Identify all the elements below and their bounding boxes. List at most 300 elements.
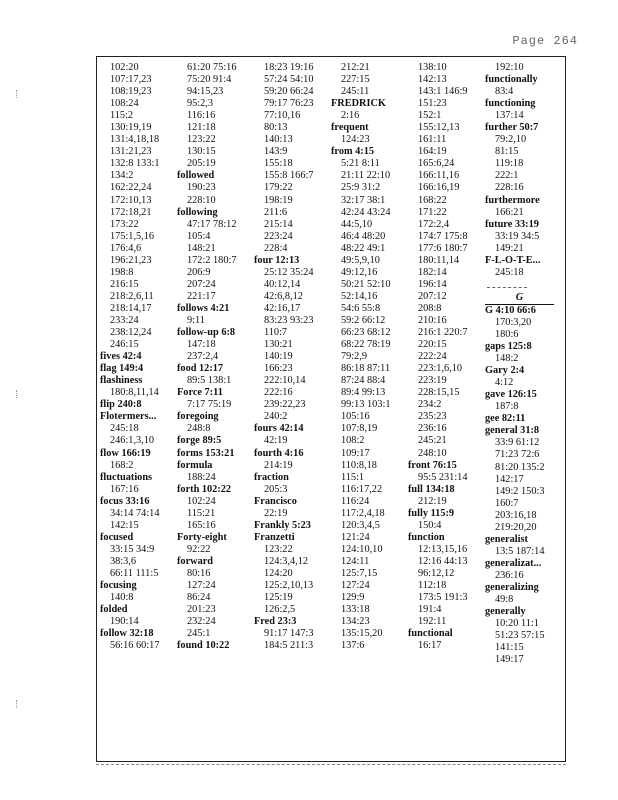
index-reference: 33:9 61:12 bbox=[495, 437, 540, 449]
index-reference: 170:3,20 bbox=[495, 316, 532, 328]
index-reference: 81:20 135:2 bbox=[495, 461, 545, 473]
index-term: further 50:7 bbox=[485, 122, 539, 134]
index-reference: 94:15,23 bbox=[187, 86, 224, 98]
index-term: flashiness bbox=[100, 375, 143, 387]
index-reference: 137:6 bbox=[341, 640, 365, 652]
index-term: gaps 125:8 bbox=[485, 341, 532, 353]
index-reference: 25:12 35:24 bbox=[264, 266, 314, 278]
index-reference: 173:5 191:3 bbox=[418, 592, 468, 604]
index-reference: 108:2 bbox=[341, 435, 365, 447]
index-reference: 131:4,18,18 bbox=[110, 134, 160, 146]
index-reference: 121:24 bbox=[341, 531, 370, 543]
index-term: gee 82:11 bbox=[485, 413, 526, 425]
index-reference: 107:17,23 bbox=[110, 74, 152, 86]
index-reference: 46:4 48:20 bbox=[341, 230, 386, 242]
index-reference: 171:22 bbox=[418, 206, 447, 218]
index-reference: 222:10,14 bbox=[264, 375, 306, 387]
index-reference: 16:17 bbox=[418, 640, 442, 652]
index-term: G 4:10 66:6 bbox=[485, 304, 536, 316]
index-reference: 207:24 bbox=[187, 278, 216, 290]
index-reference: 34:14 74:14 bbox=[110, 507, 160, 519]
index-reference: 109:17 bbox=[341, 447, 370, 459]
index-reference: 176:4,6 bbox=[110, 242, 142, 254]
index-reference: 212:21 bbox=[341, 62, 370, 73]
index-reference: 124:10,10 bbox=[341, 543, 383, 555]
index-reference: 124:11 bbox=[341, 555, 370, 567]
index-reference: 248:10 bbox=[418, 447, 447, 459]
index-reference: 57:24 54:10 bbox=[264, 74, 314, 86]
margin-mark bbox=[16, 390, 21, 398]
index-reference: 201:23 bbox=[187, 604, 216, 616]
index-reference: 142:13 bbox=[418, 74, 447, 86]
index-reference: 164:19 bbox=[418, 146, 447, 158]
index-term: generalist bbox=[485, 533, 528, 545]
index-reference: 180:6 bbox=[495, 328, 519, 340]
page-number: Page 264 bbox=[512, 34, 578, 48]
index-term: full 134:18 bbox=[408, 483, 455, 495]
index-reference: 233:24 bbox=[110, 314, 139, 326]
index-reference: 116:17,22 bbox=[341, 483, 383, 495]
index-reference: 149:17 bbox=[495, 654, 524, 666]
index-reference: 9:11 bbox=[187, 314, 205, 326]
index-reference: 238:12,24 bbox=[110, 327, 152, 339]
index-reference: 42:16,17 bbox=[264, 302, 301, 314]
index-term: Gary 2:4 bbox=[485, 365, 525, 377]
index-reference: 182:14 bbox=[418, 266, 447, 278]
index-reference: 42:24 43:24 bbox=[341, 206, 391, 218]
index-term: fourth 4:16 bbox=[254, 447, 304, 459]
index-reference: 245:11 bbox=[341, 86, 370, 98]
index-term: Flotermers... bbox=[100, 411, 157, 423]
index-reference: 56:16 60:17 bbox=[110, 640, 160, 652]
index-reference: 112:18 bbox=[418, 580, 447, 592]
index-reference: 168:22 bbox=[418, 194, 447, 206]
index-reference: 239:22,23 bbox=[264, 399, 306, 411]
index-term: fraction bbox=[254, 471, 289, 483]
index-reference: 130:15 bbox=[187, 146, 216, 158]
index-reference: 13:5 187:14 bbox=[495, 545, 545, 557]
index-reference: 116:16 bbox=[187, 110, 216, 122]
index-reference: 206:9 bbox=[187, 266, 211, 278]
index-column-5 bbox=[408, 62, 485, 666]
index-reference: 211:6 bbox=[264, 206, 288, 218]
index-reference: 10:20 11:1 bbox=[495, 618, 539, 630]
index-term: general 31:8 bbox=[485, 425, 540, 437]
index-reference: 80:13 bbox=[264, 122, 288, 134]
index-term: follows 4:21 bbox=[177, 302, 230, 314]
index-reference: 48:22 49:1 bbox=[341, 242, 386, 254]
index-term: Fred 23:3 bbox=[254, 616, 297, 628]
index-reference: 150:4 bbox=[418, 519, 442, 531]
index-term: frequent bbox=[331, 122, 369, 134]
index-reference: 190:23 bbox=[187, 182, 216, 194]
index-reference: 59:20 66:24 bbox=[264, 86, 314, 98]
index-reference: 162:22,24 bbox=[110, 182, 152, 194]
index-reference: 198:8 bbox=[110, 266, 134, 278]
index-term: flow 166:19 bbox=[100, 447, 151, 459]
index-reference: 222:24 bbox=[418, 351, 447, 363]
index-reference: 212:19 bbox=[418, 495, 447, 507]
index-reference: 71:23 72:6 bbox=[495, 449, 540, 461]
index-reference: 138:10 bbox=[418, 62, 447, 73]
index-reference: 149:21 bbox=[495, 242, 524, 254]
index-reference: 132:8 133:1 bbox=[110, 158, 160, 170]
index-reference: 207:12 bbox=[418, 290, 447, 302]
index-term: future 33:19 bbox=[485, 218, 539, 230]
index-reference: 68:22 78:19 bbox=[341, 339, 391, 351]
index-reference: 235:23 bbox=[418, 411, 447, 423]
index-term: flip 240:8 bbox=[100, 399, 142, 411]
index-reference: 140:13 bbox=[264, 134, 293, 146]
index-reference: 180:8,11,14 bbox=[110, 387, 159, 399]
index-reference: 124:20 bbox=[264, 567, 293, 579]
index-reference: 173:22 bbox=[110, 218, 139, 230]
index-term: from 4:15 bbox=[331, 146, 374, 158]
index-term: Forty-eight bbox=[177, 531, 227, 543]
index-reference: 102:24 bbox=[187, 495, 216, 507]
index-reference: 75:20 91:4 bbox=[187, 74, 232, 86]
index-reference: 77:10,16 bbox=[264, 110, 301, 122]
index-reference: 172:10,13 bbox=[110, 194, 152, 206]
index-term: follow-up 6:8 bbox=[177, 327, 236, 339]
index-reference: 12:16 44:13 bbox=[418, 555, 468, 567]
index-reference: 245:1 bbox=[187, 628, 211, 640]
index-reference: 125:2,10,13 bbox=[264, 580, 314, 592]
index-reference: 51:23 57:15 bbox=[495, 630, 545, 642]
index-reference: 49:8 bbox=[495, 594, 514, 606]
index-reference: 228:4 bbox=[264, 242, 288, 254]
index-reference: 214:19 bbox=[264, 459, 293, 471]
index-reference: 107:8,19 bbox=[341, 423, 378, 435]
index-reference: 131:21,23 bbox=[110, 146, 152, 158]
index-reference: 198:19 bbox=[264, 194, 293, 206]
index-reference: 42:6,8,12 bbox=[264, 290, 303, 302]
index-reference: 80:16 bbox=[187, 567, 211, 579]
index-reference: 121:18 bbox=[187, 122, 216, 134]
index-reference: 110:8,18 bbox=[341, 459, 377, 471]
index-reference: 234:2 bbox=[418, 399, 442, 411]
index-term: folded bbox=[100, 604, 128, 616]
index-reference: 33:15 34:9 bbox=[110, 543, 155, 555]
index-reference: 126:2,5 bbox=[264, 604, 296, 616]
index-reference: 89:4 99:13 bbox=[341, 387, 386, 399]
index-term: FREDRICK bbox=[331, 98, 386, 110]
index-reference: 172:2 180:7 bbox=[187, 254, 237, 266]
index-reference: 161:11 bbox=[418, 134, 447, 146]
index-reference: 123:22 bbox=[264, 543, 293, 555]
index-term: Franzetti bbox=[254, 531, 295, 543]
index-reference: 96:12,12 bbox=[418, 567, 455, 579]
index-term: foregoing bbox=[177, 411, 219, 423]
index-reference: 66:11 111:5 bbox=[110, 567, 159, 579]
index-reference: 102:20 bbox=[110, 62, 139, 73]
index-column-4 bbox=[331, 62, 408, 666]
index-reference: 143:9 bbox=[264, 146, 288, 158]
index-term: front 76:15 bbox=[408, 459, 457, 471]
index-reference: 222:16 bbox=[264, 387, 293, 399]
index-reference: 140:19 bbox=[264, 351, 293, 363]
index-reference: 219:20,20 bbox=[495, 521, 537, 533]
index-reference: 99:13 103:1 bbox=[341, 399, 391, 411]
index-reference: 59:2 66:12 bbox=[341, 314, 386, 326]
index-term: flag 149:4 bbox=[100, 363, 144, 375]
index-reference: 179:22 bbox=[264, 182, 293, 194]
bottom-dashed-rule bbox=[96, 764, 566, 765]
index-reference: 116:24 bbox=[341, 495, 370, 507]
index-term: fluctuations bbox=[100, 471, 153, 483]
index-reference: 192:11 bbox=[418, 616, 447, 628]
index-reference: 117:2,4,18 bbox=[341, 507, 385, 519]
index-reference: 165:16 bbox=[187, 519, 216, 531]
index-reference: 33:19 34:5 bbox=[495, 230, 540, 242]
index-reference: 40:12,14 bbox=[264, 278, 301, 290]
index-term: generalizat... bbox=[485, 557, 542, 569]
index-reference: 155:12,13 bbox=[418, 122, 460, 134]
index-reference: 175:1,5,16 bbox=[110, 230, 155, 242]
index-reference: 119:18 bbox=[495, 158, 524, 170]
index-term: generally bbox=[485, 606, 526, 618]
index-term: following bbox=[177, 206, 218, 218]
index-reference: 143:1 146:9 bbox=[418, 86, 468, 98]
index-reference: 115:2 bbox=[110, 110, 134, 122]
index-reference: 216:1 220:7 bbox=[418, 327, 468, 339]
index-reference: 223:24 bbox=[264, 230, 293, 242]
index-reference: 61:20 75:16 bbox=[187, 62, 237, 73]
index-reference: 155:8 166:7 bbox=[264, 170, 314, 182]
index-reference: 236:16 bbox=[495, 569, 524, 581]
index-reference: 81:15 bbox=[495, 146, 519, 158]
index-reference: 245:21 bbox=[418, 435, 447, 447]
index-reference: 232:24 bbox=[187, 616, 216, 628]
index-reference: 149:2 150:3 bbox=[495, 485, 545, 497]
index-reference: 5:21 8:11 bbox=[341, 158, 380, 170]
index-term: followed bbox=[177, 170, 215, 182]
index-reference: 172:18,21 bbox=[110, 206, 152, 218]
index-reference: 87:24 88:4 bbox=[341, 375, 386, 387]
index-reference: 91:17 147:3 bbox=[264, 628, 314, 640]
index-reference: 180:11,14 bbox=[418, 254, 460, 266]
index-reference: 42:19 bbox=[264, 435, 288, 447]
index-column-3 bbox=[254, 62, 331, 666]
index-reference: 22:19 bbox=[264, 507, 288, 519]
index-term: formula bbox=[177, 459, 213, 471]
index-reference: 190:14 bbox=[110, 616, 139, 628]
index-reference: 184:5 211:3 bbox=[264, 640, 314, 652]
index-reference: 166:23 bbox=[264, 363, 293, 375]
index-reference: 245:18 bbox=[110, 423, 139, 435]
index-term: fives 42:4 bbox=[100, 351, 142, 363]
index-reference: 221:17 bbox=[187, 290, 216, 302]
index-reference: 124:3,4,12 bbox=[264, 555, 309, 567]
index-reference: 142:15 bbox=[110, 519, 139, 531]
index-reference: 166:11,16 bbox=[418, 170, 460, 182]
margin-mark bbox=[16, 90, 21, 98]
index-reference: 168:2 bbox=[110, 459, 134, 471]
index-reference: 105:4 bbox=[187, 230, 211, 242]
index-term: F-L-O-T-E... bbox=[485, 254, 541, 266]
index-reference: 4:12 bbox=[495, 377, 514, 389]
index-reference: 228:10 bbox=[187, 194, 216, 206]
index-reference: 108:19,23 bbox=[110, 86, 152, 98]
index-reference: 236:16 bbox=[418, 423, 447, 435]
index-reference: 25:9 31:2 bbox=[341, 182, 381, 194]
index-reference: 95:5 231:14 bbox=[418, 471, 468, 483]
index-reference: 240:2 bbox=[264, 411, 288, 423]
index-reference: 246:15 bbox=[110, 339, 139, 351]
index-reference: 115:1 bbox=[341, 471, 365, 483]
index-reference: 192:10 bbox=[495, 62, 524, 73]
index-reference: 196:14 bbox=[418, 278, 447, 290]
index-reference: 196:21,23 bbox=[110, 254, 152, 266]
index-reference: 115:21 bbox=[187, 507, 216, 519]
index-term: focus 33:16 bbox=[100, 495, 150, 507]
index-reference: 210:16 bbox=[418, 314, 447, 326]
index-reference: 125:7,15 bbox=[341, 567, 378, 579]
index-reference: 83:23 93:23 bbox=[264, 314, 314, 326]
index-reference: 174:7 175:8 bbox=[418, 230, 468, 242]
index-reference: 216:15 bbox=[110, 278, 139, 290]
index-reference: 130:19,19 bbox=[110, 122, 152, 134]
index-reference: 223:1,6,10 bbox=[418, 363, 463, 375]
index-reference: 248:8 bbox=[187, 423, 211, 435]
index-reference: 172:2,4 bbox=[418, 218, 450, 230]
index-term: furthermore bbox=[485, 194, 540, 206]
index-reference: 79:2,9 bbox=[341, 351, 368, 363]
index-reference: 123:22 bbox=[187, 134, 216, 146]
index-term: functionally bbox=[485, 74, 538, 86]
index-reference: 220:15 bbox=[418, 339, 447, 351]
index-reference: 95:2,3 bbox=[187, 98, 214, 110]
index-reference: 124:23 bbox=[341, 134, 370, 146]
index-reference: 228:16 bbox=[495, 182, 524, 194]
index-term: forms 153:21 bbox=[177, 447, 235, 459]
index-reference: 12:13,15,16 bbox=[418, 543, 468, 555]
index-reference: 127:24 bbox=[341, 580, 370, 592]
index-reference: 129:9 bbox=[341, 592, 365, 604]
index-term: found 10:22 bbox=[177, 640, 230, 652]
index-reference: 141:15 bbox=[495, 642, 524, 654]
index-reference: 160:7 bbox=[495, 497, 519, 509]
index-reference: 205:19 bbox=[187, 158, 216, 170]
index-reference: 165:6,24 bbox=[418, 158, 455, 170]
index-reference: 134:2 bbox=[110, 170, 134, 182]
index-term: gave 126:15 bbox=[485, 389, 537, 401]
index-reference: 140:8 bbox=[110, 592, 134, 604]
index-column-2 bbox=[177, 62, 254, 666]
index-reference: 227:15 bbox=[341, 74, 370, 86]
index-reference: 47:17 78:12 bbox=[187, 218, 237, 230]
index-reference: 86:24 bbox=[187, 592, 211, 604]
index-term: focused bbox=[100, 531, 134, 543]
index-reference: 223:19 bbox=[418, 375, 447, 387]
index-term: Force 7:11 bbox=[177, 387, 223, 399]
index-reference: 110:7 bbox=[264, 327, 288, 339]
index-reference: 130:21 bbox=[264, 339, 293, 351]
index-reference: 49:5,9,10 bbox=[341, 254, 380, 266]
index-reference: 7:17 75:19 bbox=[187, 399, 232, 411]
index-reference: 177:6 180:7 bbox=[418, 242, 468, 254]
index-reference: 66:23 68:12 bbox=[341, 327, 391, 339]
index-term: forge 89:5 bbox=[177, 435, 222, 447]
index-reference: 86:18 87:11 bbox=[341, 363, 391, 375]
index-reference: 127:24 bbox=[187, 580, 216, 592]
index-term: Francisco bbox=[254, 495, 297, 507]
index-term: fully 115:9 bbox=[408, 507, 455, 519]
index-reference: 151:23 bbox=[418, 98, 447, 110]
index-reference: 155:18 bbox=[264, 158, 293, 170]
index-reference: 237:2,4 bbox=[187, 351, 219, 363]
index-reference: 246:1,3,10 bbox=[110, 435, 155, 447]
index-reference: 142:17 bbox=[495, 473, 524, 485]
index-reference: 44:5,10 bbox=[341, 218, 373, 230]
index-reference: 191:4 bbox=[418, 604, 442, 616]
index-reference: 166:21 bbox=[495, 206, 524, 218]
index-term: function bbox=[408, 531, 445, 543]
index-reference: 147:18 bbox=[187, 339, 216, 351]
index-term: follow 32:18 bbox=[100, 628, 154, 640]
index-term: Frankly 5:23 bbox=[254, 519, 311, 531]
index-reference: 222:1 bbox=[495, 170, 519, 182]
index-reference: 134:23 bbox=[341, 616, 370, 628]
index-reference: 215:14 bbox=[264, 218, 293, 230]
index-term: functional bbox=[408, 628, 453, 640]
index-reference: 105:16 bbox=[341, 411, 370, 423]
index-reference: 89:5 138:1 bbox=[187, 375, 232, 387]
index-term: forth 102:22 bbox=[177, 483, 232, 495]
index-reference: 208:8 bbox=[418, 302, 442, 314]
index-reference: 38:3,6 bbox=[110, 555, 137, 567]
index-column-6 bbox=[485, 62, 562, 666]
index-reference: 54:6 55:8 bbox=[341, 302, 381, 314]
index-reference: 79:2,10 bbox=[495, 134, 527, 146]
index-reference: 83:4 bbox=[495, 86, 514, 98]
index-reference: 92:22 bbox=[187, 543, 211, 555]
index-reference: 167:16 bbox=[110, 483, 139, 495]
index-reference: 50:21 52:10 bbox=[341, 278, 391, 290]
index-reference: 205:3 bbox=[264, 483, 288, 495]
index-reference: 49:12,16 bbox=[341, 266, 378, 278]
index-reference: 18:23 19:16 bbox=[264, 62, 314, 73]
index-reference: 135:15,20 bbox=[341, 628, 383, 640]
index-reference: 137:14 bbox=[495, 110, 524, 122]
index-reference: 166:16,19 bbox=[418, 182, 460, 194]
index-reference: 245:18 bbox=[495, 266, 524, 278]
index-reference: 148:2 bbox=[495, 353, 519, 365]
index-reference: 52:14,16 bbox=[341, 290, 378, 302]
index-reference: 108:24 bbox=[110, 98, 139, 110]
index-reference: 2:16 bbox=[341, 110, 360, 122]
index-reference: 32:17 38:1 bbox=[341, 194, 386, 206]
index-term: food 12:17 bbox=[177, 363, 224, 375]
index-column-1 bbox=[100, 62, 177, 666]
section-divider bbox=[487, 279, 527, 288]
index-reference: 148:21 bbox=[187, 242, 216, 254]
index-reference: 218:14,17 bbox=[110, 302, 152, 314]
index-term: generalizing bbox=[485, 581, 539, 593]
index-term: focusing bbox=[100, 580, 137, 592]
index-reference: 21:11 22:10 bbox=[341, 170, 391, 182]
index-columns bbox=[100, 62, 562, 666]
section-letter-heading: G bbox=[485, 292, 554, 305]
index-reference: 188:24 bbox=[187, 471, 216, 483]
index-term: forward bbox=[177, 555, 214, 567]
index-reference: 125:19 bbox=[264, 592, 293, 604]
index-term: functioning bbox=[485, 98, 536, 110]
index-reference: 218:2,6,11 bbox=[110, 290, 154, 302]
index-reference: 228:15,15 bbox=[418, 387, 460, 399]
index-reference: 133:18 bbox=[341, 604, 370, 616]
index-reference: 79:17 76:23 bbox=[264, 98, 314, 110]
